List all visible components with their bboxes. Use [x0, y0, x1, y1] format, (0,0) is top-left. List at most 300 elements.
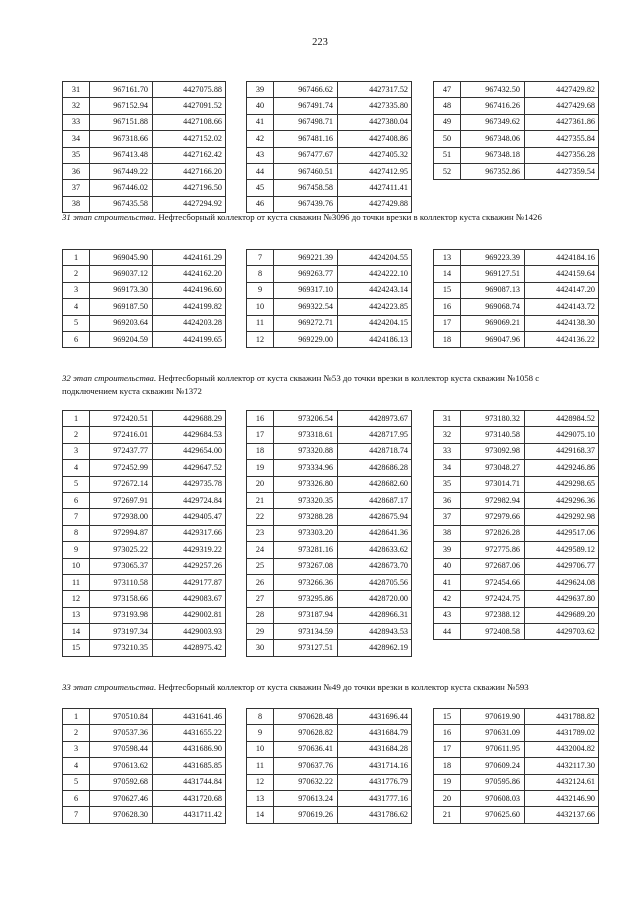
point-number: 13 — [434, 250, 461, 266]
table-row — [247, 509, 412, 525]
coordinate-y: 4429637.80 — [525, 591, 599, 607]
table-row — [63, 591, 226, 607]
coordinate-x: 967477.67 — [274, 147, 338, 163]
coordinate-y: 4431696.44 — [338, 709, 412, 725]
coordinate-x: 973326.80 — [274, 476, 338, 492]
table-row — [434, 558, 599, 574]
coordinate-x: 970613.62 — [90, 758, 153, 774]
coordinate-x: 973065.37 — [90, 558, 153, 574]
coordinate-y: 4424204.15 — [338, 315, 412, 331]
point-number: 5 — [63, 476, 90, 492]
coordinate-y: 4428984.52 — [525, 411, 599, 427]
coordinate-y: 4427108.66 — [153, 114, 226, 130]
table-row — [434, 282, 599, 298]
coordinate-y: 4424223.85 — [338, 299, 412, 315]
table-row — [63, 163, 226, 179]
coordinate-y: 4429735.78 — [153, 476, 226, 492]
table-row — [434, 476, 599, 492]
coordinate-x: 972775.86 — [461, 542, 525, 558]
coordinate-x: 972437.77 — [90, 443, 153, 459]
coordinate-y: 4424196.60 — [153, 282, 226, 298]
point-number: 36 — [434, 492, 461, 508]
point-number: 2 — [63, 427, 90, 443]
point-number: 43 — [434, 607, 461, 623]
point-number: 12 — [247, 774, 274, 790]
coordinate-x: 973193.98 — [90, 607, 153, 623]
coordinate-y: 4429292.98 — [525, 509, 599, 525]
point-number: 42 — [434, 591, 461, 607]
point-number: 16 — [247, 411, 274, 427]
coordinate-y: 4429246.86 — [525, 460, 599, 476]
table-row — [63, 82, 226, 98]
point-number: 28 — [247, 607, 274, 623]
coordinate-x: 972388.12 — [461, 607, 525, 623]
coordinate-y: 4424143.72 — [525, 299, 599, 315]
coordinate-y: 4427429.82 — [525, 82, 599, 98]
coordinate-x: 970537.36 — [90, 725, 153, 741]
table-row — [247, 98, 412, 114]
point-number: 30 — [247, 640, 274, 656]
coordinate-y: 4424184.16 — [525, 250, 599, 266]
coordinate-y: 4431744.84 — [153, 774, 226, 790]
table-row — [247, 492, 412, 508]
table-row — [434, 98, 599, 114]
stage-label: 32 этап строительства. — [62, 373, 157, 383]
coordinate-x: 970625.60 — [461, 807, 525, 823]
point-number: 48 — [434, 98, 461, 114]
coordinate-y: 4424136.22 — [525, 331, 599, 347]
table-row — [63, 790, 226, 806]
point-number: 35 — [434, 476, 461, 492]
coordinate-y: 4424159.64 — [525, 266, 599, 282]
point-number: 21 — [247, 492, 274, 508]
coordinate-x: 967481.16 — [274, 131, 338, 147]
coordinate-x: 972420.51 — [90, 411, 153, 427]
coordinate-y: 4431684.28 — [338, 741, 412, 757]
coordinate-y: 4431777.16 — [338, 790, 412, 806]
coordinate-x: 970595.86 — [461, 774, 525, 790]
point-number: 41 — [434, 574, 461, 590]
table-row — [434, 131, 599, 147]
table-row — [247, 147, 412, 163]
table-row — [63, 807, 226, 823]
point-number: 16 — [434, 299, 461, 315]
point-number: 44 — [247, 163, 274, 179]
coordinate-y: 4429296.36 — [525, 492, 599, 508]
point-number: 49 — [434, 114, 461, 130]
coordinate-y: 4431720.68 — [153, 790, 226, 806]
point-number: 26 — [247, 574, 274, 590]
coordinate-y: 4429168.37 — [525, 443, 599, 459]
table-row — [434, 725, 599, 741]
point-number: 31 — [434, 411, 461, 427]
coordinate-x: 973303.20 — [274, 525, 338, 541]
point-number: 25 — [247, 558, 274, 574]
table-row — [434, 624, 599, 640]
point-number: 29 — [247, 624, 274, 640]
coordinate-y: 4428687.17 — [338, 492, 412, 508]
table-row — [63, 180, 226, 196]
point-number: 11 — [247, 315, 274, 331]
coordinate-x: 967416.26 — [461, 98, 525, 114]
coordinate-x: 967466.62 — [274, 82, 338, 98]
point-number: 43 — [247, 147, 274, 163]
coordinate-x: 973334.96 — [274, 460, 338, 476]
coordinate-x: 972408.58 — [461, 624, 525, 640]
table-row — [63, 460, 226, 476]
coordinate-y: 4428705.56 — [338, 574, 412, 590]
point-number: 34 — [63, 131, 90, 147]
coordinate-y: 4429684.53 — [153, 427, 226, 443]
coordinate-x: 973025.22 — [90, 542, 153, 558]
point-number: 10 — [63, 558, 90, 574]
coordinate-table — [246, 249, 412, 348]
coordinate-table — [433, 81, 599, 180]
point-number: 4 — [63, 758, 90, 774]
coordinate-y: 4424138.30 — [525, 315, 599, 331]
point-number: 9 — [247, 282, 274, 298]
coordinate-x: 970611.95 — [461, 741, 525, 757]
coordinate-y: 4429083.67 — [153, 591, 226, 607]
coordinate-y: 4429647.52 — [153, 460, 226, 476]
table-row — [434, 591, 599, 607]
coordinate-x: 973127.51 — [274, 640, 338, 656]
table-row — [63, 574, 226, 590]
coordinate-table — [433, 249, 599, 348]
table-row — [63, 131, 226, 147]
point-number: 8 — [63, 525, 90, 541]
point-number: 23 — [247, 525, 274, 541]
table-row — [63, 411, 226, 427]
coordinate-y: 4427335.80 — [338, 98, 412, 114]
table-row — [63, 525, 226, 541]
coordinate-x: 972687.06 — [461, 558, 525, 574]
coordinate-x: 967432.50 — [461, 82, 525, 98]
coordinate-x: 972697.91 — [90, 492, 153, 508]
coordinate-y: 4429298.65 — [525, 476, 599, 492]
coordinate-x: 969045.90 — [90, 250, 153, 266]
point-number: 36 — [63, 163, 90, 179]
coordinate-y: 4424199.82 — [153, 299, 226, 315]
point-number: 20 — [434, 790, 461, 806]
coordinate-x: 967161.70 — [90, 82, 153, 98]
table-row — [247, 709, 412, 725]
coordinate-x: 970628.30 — [90, 807, 153, 823]
coordinate-y: 4429706.77 — [525, 558, 599, 574]
stage-description: Нефтесборный коллектор от куста скважин №49 до точки врезки в коллектор куста скважин №593 — [156, 682, 529, 692]
coordinate-x: 970627.46 — [90, 790, 153, 806]
stage-label: 31 этап строительства. — [62, 212, 157, 222]
table-row — [63, 558, 226, 574]
coordinate-y: 4428943.53 — [338, 624, 412, 640]
coordinate-x: 967498.71 — [274, 114, 338, 130]
coordinate-x: 972454.66 — [461, 574, 525, 590]
point-number: 37 — [63, 180, 90, 196]
coordinate-y: 4427317.52 — [338, 82, 412, 98]
table-row — [247, 411, 412, 427]
coordinate-x: 967318.66 — [90, 131, 153, 147]
coordinate-x: 969037.12 — [90, 266, 153, 282]
coordinate-x: 973048.27 — [461, 460, 525, 476]
coordinate-x: 973158.66 — [90, 591, 153, 607]
coordinate-x: 973206.54 — [274, 411, 338, 427]
stage-description: Нефтесборный коллектор от куста скважин №3096 до точки врезки в коллектор куста скважин №1426 — [156, 212, 542, 222]
coordinate-x: 970510.84 — [90, 709, 153, 725]
table-row — [247, 774, 412, 790]
point-number: 16 — [434, 725, 461, 741]
table-row — [434, 331, 599, 347]
point-number: 37 — [434, 509, 461, 525]
point-number: 52 — [434, 163, 461, 179]
point-number: 47 — [434, 82, 461, 98]
coordinate-x: 970609.24 — [461, 758, 525, 774]
coordinate-x: 970637.76 — [274, 758, 338, 774]
table-row — [434, 266, 599, 282]
coordinate-y: 4424204.55 — [338, 250, 412, 266]
coordinate-y: 4428720.00 — [338, 591, 412, 607]
table-row — [247, 331, 412, 347]
point-number: 22 — [247, 509, 274, 525]
coordinate-y: 4428633.62 — [338, 542, 412, 558]
table-row — [434, 492, 599, 508]
coordinate-y: 4431711.42 — [153, 807, 226, 823]
point-number: 19 — [434, 774, 461, 790]
point-number: 51 — [434, 147, 461, 163]
coordinate-y: 4424161.29 — [153, 250, 226, 266]
table-row — [63, 774, 226, 790]
coordinate-x: 973092.98 — [461, 443, 525, 459]
point-number: 24 — [247, 542, 274, 558]
point-number: 39 — [247, 82, 274, 98]
point-number: 6 — [63, 331, 90, 347]
coordinate-y: 4429257.26 — [153, 558, 226, 574]
coordinate-y: 4429177.87 — [153, 574, 226, 590]
coordinate-x: 969203.64 — [90, 315, 153, 331]
point-number: 18 — [434, 758, 461, 774]
table-row — [63, 427, 226, 443]
point-number: 12 — [63, 591, 90, 607]
table-row — [63, 114, 226, 130]
coordinate-x: 969087.13 — [461, 282, 525, 298]
point-number: 41 — [247, 114, 274, 130]
coordinate-y: 4429002.81 — [153, 607, 226, 623]
table-row — [247, 542, 412, 558]
table-row — [434, 758, 599, 774]
point-number: 8 — [247, 266, 274, 282]
coordinate-y: 4429319.22 — [153, 542, 226, 558]
coordinate-y: 4428718.74 — [338, 443, 412, 459]
coordinate-x: 969173.30 — [90, 282, 153, 298]
point-number: 34 — [434, 460, 461, 476]
coordinate-table — [62, 708, 226, 824]
coordinate-x: 972424.75 — [461, 591, 525, 607]
coordinate-x: 970592.68 — [90, 774, 153, 790]
coordinate-x: 973134.59 — [274, 624, 338, 640]
table-row — [63, 98, 226, 114]
point-number: 6 — [63, 492, 90, 508]
table-row — [434, 250, 599, 266]
table-row — [434, 114, 599, 130]
coordinate-x: 970628.48 — [274, 709, 338, 725]
point-number: 50 — [434, 131, 461, 147]
coordinate-x: 970632.22 — [274, 774, 338, 790]
table-row — [247, 591, 412, 607]
coordinate-table — [433, 708, 599, 824]
table-row — [247, 476, 412, 492]
coordinate-x: 970619.90 — [461, 709, 525, 725]
table-row — [434, 790, 599, 806]
coordinate-y: 4427166.20 — [153, 163, 226, 179]
coordinate-x: 972452.99 — [90, 460, 153, 476]
table-row — [247, 790, 412, 806]
coordinate-y: 4431684.79 — [338, 725, 412, 741]
point-number: 44 — [434, 624, 461, 640]
table-row — [247, 163, 412, 179]
table-row — [63, 315, 226, 331]
table-row — [63, 542, 226, 558]
coordinate-table — [62, 410, 226, 657]
coordinate-y: 4428973.67 — [338, 411, 412, 427]
point-number: 14 — [63, 624, 90, 640]
coordinate-x: 967152.94 — [90, 98, 153, 114]
table-row — [247, 741, 412, 757]
coordinate-table — [433, 410, 599, 640]
table-row — [247, 558, 412, 574]
point-number: 15 — [63, 640, 90, 656]
coordinate-x: 973197.34 — [90, 624, 153, 640]
table-row — [247, 82, 412, 98]
coordinate-x: 967151.88 — [90, 114, 153, 130]
coordinate-y: 4431685.85 — [153, 758, 226, 774]
coordinate-x: 969047.96 — [461, 331, 525, 347]
coordinate-y: 4429689.20 — [525, 607, 599, 623]
table-row — [247, 299, 412, 315]
point-number: 17 — [434, 741, 461, 757]
point-number: 40 — [247, 98, 274, 114]
table-row — [247, 460, 412, 476]
table-row — [434, 509, 599, 525]
point-number: 38 — [63, 196, 90, 212]
table-row — [247, 180, 412, 196]
point-number: 6 — [63, 790, 90, 806]
point-number: 32 — [63, 98, 90, 114]
coordinate-y: 4427412.95 — [338, 163, 412, 179]
coordinate-y: 4424243.14 — [338, 282, 412, 298]
point-number: 7 — [63, 807, 90, 823]
coordinate-x: 972672.14 — [90, 476, 153, 492]
table-row — [63, 492, 226, 508]
coordinate-x: 972938.00 — [90, 509, 153, 525]
coordinate-table — [246, 81, 412, 213]
table-row — [63, 709, 226, 725]
coordinate-y: 4431655.22 — [153, 725, 226, 741]
point-number: 8 — [247, 709, 274, 725]
point-number: 45 — [247, 180, 274, 196]
table-row — [247, 250, 412, 266]
point-number: 27 — [247, 591, 274, 607]
table-row — [434, 443, 599, 459]
point-number: 33 — [63, 114, 90, 130]
coordinate-y: 4429688.29 — [153, 411, 226, 427]
coordinate-x: 970608.03 — [461, 790, 525, 806]
coordinate-y: 4427162.42 — [153, 147, 226, 163]
coordinate-x: 973140.58 — [461, 427, 525, 443]
coordinate-x: 967352.86 — [461, 163, 525, 179]
table-row — [63, 741, 226, 757]
table-row — [247, 624, 412, 640]
coordinate-x: 973180.32 — [461, 411, 525, 427]
coordinate-y: 4427196.50 — [153, 180, 226, 196]
coordinate-x: 970598.44 — [90, 741, 153, 757]
table-row — [63, 299, 226, 315]
table-row — [247, 427, 412, 443]
table-row — [63, 509, 226, 525]
coordinate-x: 967449.22 — [90, 163, 153, 179]
point-number: 13 — [247, 790, 274, 806]
coordinate-y: 4427091.52 — [153, 98, 226, 114]
table-row — [434, 807, 599, 823]
point-number: 4 — [63, 299, 90, 315]
coordinate-y: 4424199.65 — [153, 331, 226, 347]
point-number: 4 — [63, 460, 90, 476]
point-number: 18 — [434, 331, 461, 347]
stage-label: 33 этап строительства. — [62, 682, 157, 692]
coordinate-y: 4429517.06 — [525, 525, 599, 541]
table-row — [247, 266, 412, 282]
coordinate-y: 4427355.84 — [525, 131, 599, 147]
point-number: 39 — [434, 542, 461, 558]
table-row — [434, 525, 599, 541]
coordinate-x: 973267.08 — [274, 558, 338, 574]
coordinate-y: 4428673.70 — [338, 558, 412, 574]
coordinate-x: 967348.06 — [461, 131, 525, 147]
table-row — [63, 725, 226, 741]
coordinate-y: 4424186.13 — [338, 331, 412, 347]
coordinate-y: 4427429.88 — [338, 196, 412, 212]
coordinate-y: 4431686.90 — [153, 741, 226, 757]
coordinate-x: 970631.09 — [461, 725, 525, 741]
point-number: 46 — [247, 196, 274, 212]
point-number: 33 — [434, 443, 461, 459]
point-number: 40 — [434, 558, 461, 574]
point-number: 2 — [63, 266, 90, 282]
coordinate-x: 967460.51 — [274, 163, 338, 179]
stage-title — [62, 372, 592, 398]
point-number: 20 — [247, 476, 274, 492]
table-row — [63, 607, 226, 623]
point-number: 11 — [247, 758, 274, 774]
coordinate-x: 972979.66 — [461, 509, 525, 525]
table-row — [434, 163, 599, 179]
table-row — [434, 147, 599, 163]
page-number: 223 — [312, 37, 328, 48]
coordinate-x: 969068.74 — [461, 299, 525, 315]
coordinate-x: 973014.71 — [461, 476, 525, 492]
coordinate-y: 4429624.08 — [525, 574, 599, 590]
coordinate-y: 4432124.61 — [525, 774, 599, 790]
coordinate-x: 973281.16 — [274, 542, 338, 558]
point-number: 9 — [63, 542, 90, 558]
table-row — [247, 725, 412, 741]
table-row — [63, 758, 226, 774]
table-row — [434, 542, 599, 558]
coordinate-x: 969204.59 — [90, 331, 153, 347]
coordinate-x: 967349.62 — [461, 114, 525, 130]
table-row — [63, 476, 226, 492]
coordinate-table — [246, 708, 412, 824]
table-row — [247, 574, 412, 590]
point-number: 17 — [434, 315, 461, 331]
